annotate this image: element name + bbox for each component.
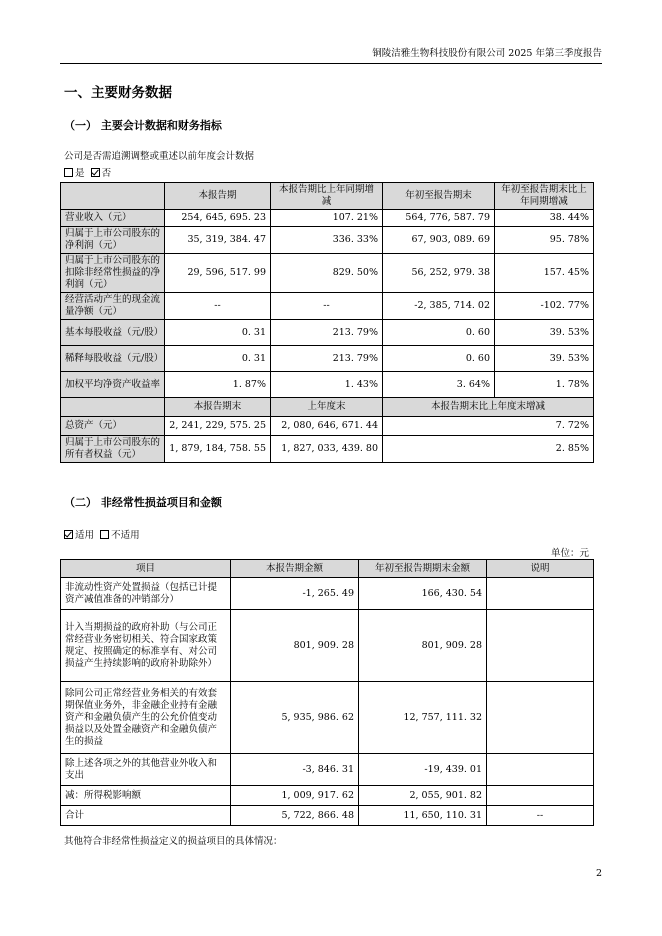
table-cell: 11, 650, 110. 31 [359,806,487,826]
checkbox-na-icon [100,530,109,539]
other-items-note: 其他符合非经常性损益定义的损益项目的具体情况： [64,836,283,847]
header-rule [60,63,602,64]
table-row [61,346,594,372]
table-cell: 829. 50% [271,254,383,293]
checkbox-yes-icon [64,168,73,177]
table-cell: 2. 85% [383,436,594,463]
table-cell: 2, 241, 229, 575. 25 [165,417,271,436]
option-na-label: 不适用 [111,530,140,541]
table-cell: 95. 78% [495,227,594,254]
table-cell [487,754,594,786]
table-row [61,417,594,436]
row-label: 计入当期损益的政府补助（与公司正常经营业务密切相关、符合国家政策规定、按照确定的标准享有、对公司损益产生持续影响的政府补助除外） [61,610,231,682]
table-row [61,806,594,826]
table-header-cell: 上年度末 [271,398,383,417]
option-yes-label: 是 [75,168,85,179]
row-label: 总资产（元） [61,417,165,436]
option-no-label: 否 [101,168,112,179]
table-cell: 0. 60 [383,320,495,346]
table-header-cell [61,398,165,417]
table-header-cell [61,183,165,210]
table-cell: 0. 31 [165,346,271,372]
table-row [61,682,594,754]
table-cell: 5, 722, 866. 48 [231,806,359,826]
row-label: 除上述各项之外的其他营业外收入和支出 [61,754,231,786]
table-cell: 166, 430. 54 [359,578,487,610]
section-title-financial-data: 一、主要财务数据 [64,85,172,101]
table-cell: 0. 60 [383,346,495,372]
table-cell: 564, 776, 587. 79 [383,210,495,227]
table-cell: 1, 827, 033, 439. 80 [271,436,383,463]
restatement-options [64,165,111,179]
table-cell [487,786,594,806]
table-header-cell: 年初至报告期期末金额 [359,560,487,578]
row-label: 经营活动产生的现金流量净额（元） [61,293,165,320]
table-row [61,754,594,786]
table-cell: 39. 53% [495,346,594,372]
table-cell: -- [165,293,271,320]
table-cell: 35, 319, 384. 47 [165,227,271,254]
subsection-title-non-recurring: （二） 非经常性损益项目和金额 [64,496,222,509]
row-label: 归属于上市公司股东的扣除非经常性损益的净利润（元） [61,254,165,293]
table-cell: 5, 935, 986. 62 [231,682,359,754]
table-row [61,320,594,346]
row-label: 合计 [61,806,231,826]
checkbox-apply-checked-icon [64,530,73,539]
row-label: 基本每股收益（元/股） [61,320,165,346]
table-cell: 1, 009, 917. 62 [231,786,359,806]
table-row [61,293,594,320]
table-cell: 1. 43% [271,372,383,398]
table-cell: 29, 596, 517. 99 [165,254,271,293]
table-cell: 254, 645, 695. 23 [165,210,271,227]
table-header-cell: 年初至报告期末 [383,183,495,210]
row-label: 除同公司正常经营业务相关的有效套期保值业务外，非金融企业持有金融资产和金融负债产生的公允价值变动损益以及处置金融资产和金融负债产生的损益 [61,682,231,754]
table-cell: -- [487,806,594,826]
row-label: 加权平均净资产收益率 [61,372,165,398]
table-header-row [61,398,594,417]
table-cell: -2, 385, 714. 02 [383,293,495,320]
table-cell [487,682,594,754]
table-cell: 1, 879, 184, 758. 55 [165,436,271,463]
table-row [61,227,594,254]
checkbox-no-checked-icon [91,168,100,177]
table-row [61,372,594,398]
row-label: 稀释每股收益（元/股） [61,346,165,372]
table-row [61,254,594,293]
table-cell: 67, 903, 089. 69 [383,227,495,254]
table-row [61,436,594,463]
subsection-title-key-indicators: （一） 主要会计数据和财务指标 [64,119,222,132]
row-label: 归属于上市公司股东的所有者权益（元） [61,436,165,463]
table-header-cell: 本报告期比上年同期增减 [271,183,383,210]
applicability-options [64,527,140,541]
restatement-question: 公司是否需追溯调整或重述以前年度会计数据 [64,151,255,162]
table-row [61,610,594,682]
non-recurring-items-table [60,559,594,826]
table-header-cell: 本报告期金额 [231,560,359,578]
table-cell: 213. 79% [271,346,383,372]
table-cell: 12, 757, 111. 32 [359,682,487,754]
table-header-cell: 本报告期末 [165,398,271,417]
table-cell: -1, 265. 49 [231,578,359,610]
table-cell [487,610,594,682]
table-cell: 801, 909. 28 [231,610,359,682]
table-cell: -3, 846. 31 [231,754,359,786]
page-number: 2 [595,868,602,879]
table-header-row [61,183,594,210]
table-cell: 2, 055, 901. 82 [359,786,487,806]
table-header-cell: 说明 [487,560,594,578]
table-row [61,786,594,806]
table-cell: 3. 64% [383,372,495,398]
report-header: 铜陵洁雅生物科技股份有限公司 2025 年第三季度报告 [372,48,602,59]
table-header-cell: 年初至报告期末比上年同期增减 [495,183,594,210]
table-cell: 107. 21% [271,210,383,227]
table-cell: -102. 77% [495,293,594,320]
table-cell: 213. 79% [271,320,383,346]
table-cell: 2, 080, 646, 671. 44 [271,417,383,436]
key-financial-indicators-table [60,182,594,463]
table-cell: 39. 53% [495,320,594,346]
table-cell: 1. 87% [165,372,271,398]
table-cell: -19, 439. 01 [359,754,487,786]
row-label: 归属于上市公司股东的净利润（元） [61,227,165,254]
table-header-cell: 项目 [61,560,231,578]
table-cell [487,578,594,610]
table-cell: 38. 44% [495,210,594,227]
table-row [61,210,594,227]
row-label: 非流动性资产处置损益（包括已计提资产减值准备的冲销部分） [61,578,231,610]
table-cell: 157. 45% [495,254,594,293]
table-cell: 7. 72% [383,417,594,436]
table-cell: -- [271,293,383,320]
row-label: 减：所得税影响额 [61,786,231,806]
table-cell: 56, 252, 979. 38 [383,254,495,293]
table-cell: 336. 33% [271,227,383,254]
table-header-cell: 本报告期 [165,183,271,210]
table-cell: 801, 909. 28 [359,610,487,682]
table-header-cell: 本报告期末比上年度末增减 [383,398,594,417]
table-row [61,578,594,610]
row-label: 营业收入（元） [61,210,165,227]
table-header-row [61,560,594,578]
table-cell: 1. 78% [495,372,594,398]
option-apply-label: 适用 [75,530,95,541]
table-cell: 0. 31 [165,320,271,346]
unit-label: 单位：元 [550,548,589,559]
